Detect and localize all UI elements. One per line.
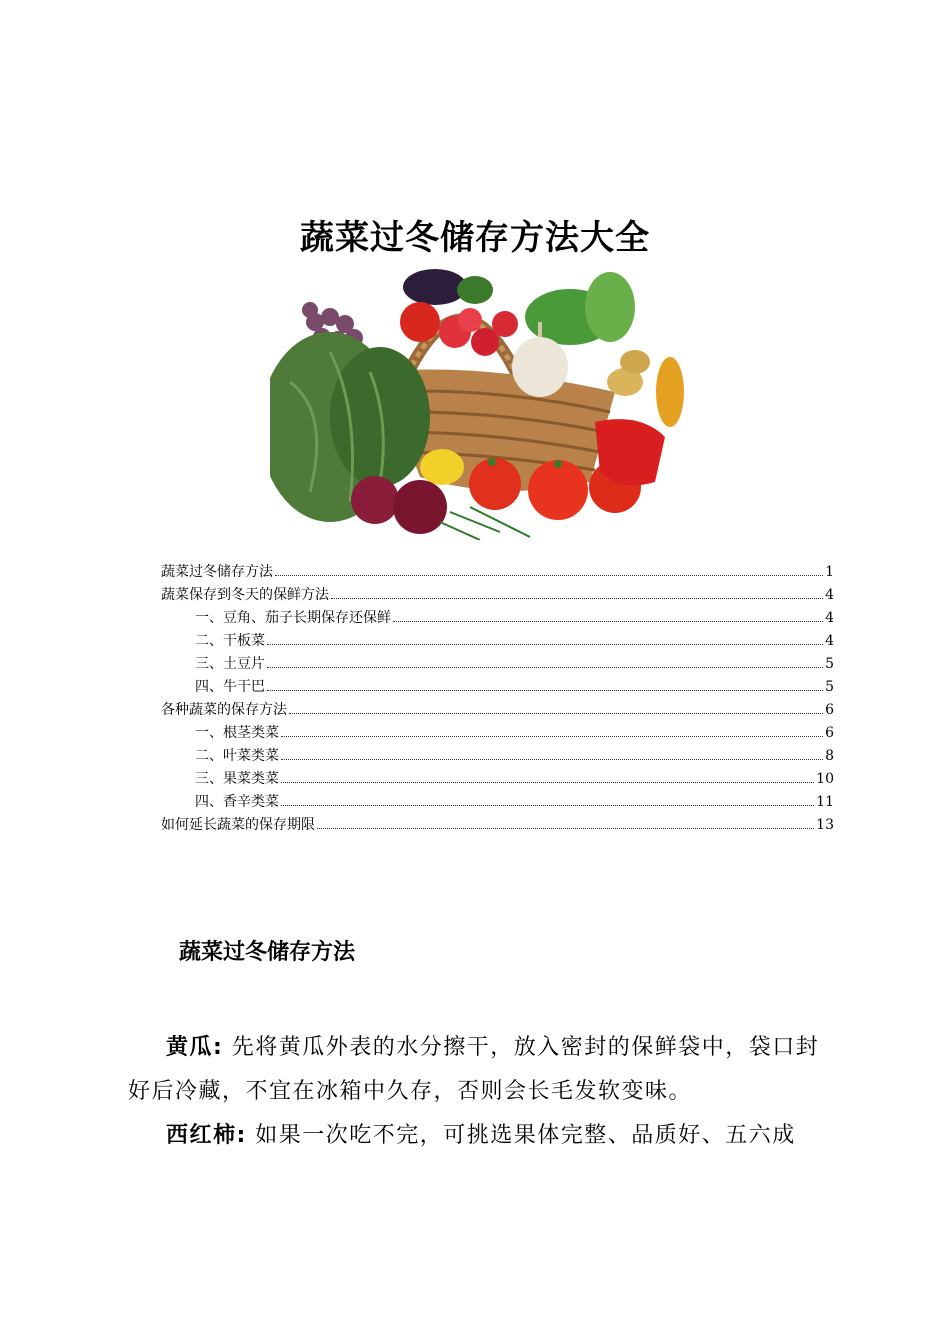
toc-leader-dots — [281, 758, 823, 760]
toc-entry-page: 4 — [825, 633, 834, 649]
toc-leader-dots — [281, 781, 814, 783]
toc-entry-title: 如何延长蔬菜的保存期限 — [161, 817, 315, 833]
toc-entry-title: 一、豆角、茄子长期保存还保鲜 — [195, 610, 391, 626]
toc-leader-dots — [281, 735, 823, 737]
toc-entry[interactable] — [161, 653, 834, 676]
toc-entry-page: 5 — [825, 679, 834, 695]
toc-entry-page: 6 — [825, 725, 834, 741]
toc-leader-dots — [281, 804, 814, 806]
toc-entry[interactable] — [161, 791, 834, 814]
document-title: 蔬菜过冬储存方法大全 — [300, 218, 650, 258]
toc-entry-title: 三、土豆片 — [195, 656, 265, 672]
toc-entry[interactable] — [161, 676, 834, 699]
toc-leader-dots — [267, 643, 823, 645]
toc-entry[interactable] — [161, 722, 834, 745]
toc-entry-page: 13 — [816, 817, 834, 833]
toc-entry-page: 4 — [825, 610, 834, 626]
toc-entry-page: 1 — [825, 564, 834, 580]
toc-entry[interactable] — [161, 607, 834, 630]
toc-entry-title: 四、牛干巴 — [195, 679, 265, 695]
toc-leader-dots — [393, 620, 823, 622]
toc-entry[interactable] — [161, 561, 834, 584]
toc-entry-page: 5 — [825, 656, 834, 672]
toc-entry[interactable] — [161, 745, 834, 768]
toc-leader-dots — [317, 827, 814, 829]
toc-entry-title: 三、果菜类菜 — [195, 771, 279, 787]
vegetable-basket-photo — [270, 262, 688, 540]
toc-entry-page: 4 — [825, 587, 834, 603]
toc-entry-title: 蔬菜过冬储存方法 — [161, 564, 273, 580]
toc-entry[interactable] — [161, 630, 834, 653]
toc-entry[interactable] — [161, 814, 834, 837]
table-of-contents — [161, 561, 834, 837]
toc-entry-page: 8 — [825, 748, 834, 764]
toc-entry-title: 四、香辛类菜 — [195, 794, 279, 810]
toc-leader-dots — [331, 597, 823, 599]
paragraph-tomato — [128, 1114, 832, 1158]
toc-entry[interactable] — [161, 699, 834, 722]
body-text — [128, 1026, 832, 1158]
toc-entry-title: 一、根茎类菜 — [195, 725, 279, 741]
toc-entry-page: 6 — [825, 702, 834, 718]
toc-leader-dots — [267, 689, 823, 691]
section-heading: 蔬菜过冬储存方法 — [179, 940, 356, 965]
toc-leader-dots — [267, 666, 823, 668]
paragraph-cucumber — [128, 1026, 832, 1114]
paragraph-text: 先将黄瓜外表的水分擦干，放入密封的保鲜袋中，袋口封好后冷藏，不宜在冰箱中久存，否则会长毛发软变味。 — [128, 1035, 820, 1104]
toc-entry-page: 11 — [816, 794, 834, 810]
toc-leader-dots — [275, 574, 823, 576]
toc-leader-dots — [289, 712, 823, 714]
toc-entry[interactable] — [161, 768, 834, 791]
paragraph-text: 如果一次吃不完，可挑选果体完整、品质好、五六成 — [246, 1123, 796, 1148]
paragraph-term: 黄瓜: — [166, 1035, 224, 1060]
toc-entry-title: 二、干板菜 — [195, 633, 265, 649]
toc-entry-page: 10 — [816, 771, 834, 787]
toc-entry-title: 二、叶菜类菜 — [195, 748, 279, 764]
toc-entry-title: 各种蔬菜的保存方法 — [161, 702, 287, 718]
toc-entry[interactable] — [161, 584, 834, 607]
paragraph-term: 西红柿: — [166, 1123, 247, 1148]
toc-entry-title: 蔬菜保存到冬天的保鲜方法 — [161, 587, 329, 603]
